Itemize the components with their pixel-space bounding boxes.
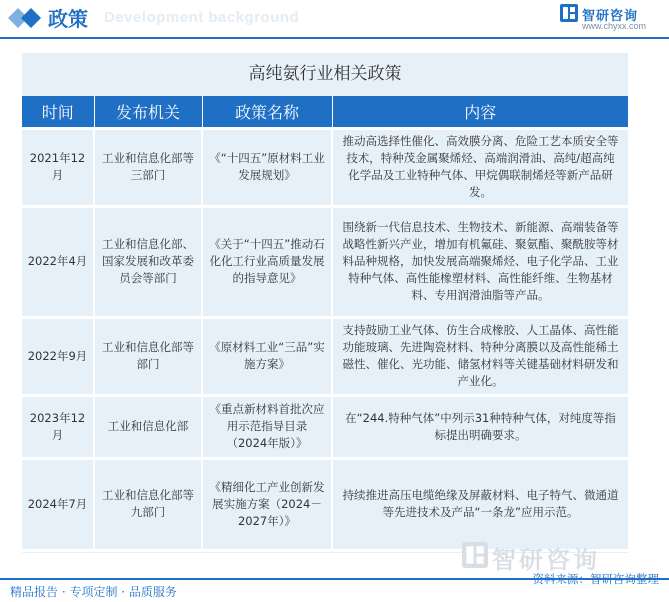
cell-content: 推动高选择性催化、高效膜分离、危险工艺本质安全等技术，特种茂金属聚烯烃、高端润滑油、高纯/超高纯化学品及工业特种气体、甲烷偶联制烯烃等新产品研发。 (332, 128, 628, 206)
cell-agency: 工业和信息化部等九部门 (94, 458, 202, 550)
footer-slogan: 精品报告 · 专项定制 · 品质服务 (10, 585, 177, 599)
policy-table-card (22, 53, 628, 553)
table-row (22, 206, 628, 317)
background-watermark-text: Development background (104, 9, 300, 26)
cell-time: 2022年9月 (22, 317, 94, 395)
brand-logo[interactable] (560, 4, 665, 34)
header-divider (0, 37, 669, 39)
table-row (22, 395, 628, 458)
cell-agency: 工业和信息化部 (94, 395, 202, 458)
brand-watermark (462, 538, 662, 574)
policy-table (22, 96, 628, 552)
column-header-time: 时间 (22, 96, 94, 128)
cell-agency: 工业和信息化部等部门 (94, 317, 202, 395)
table-row (22, 128, 628, 206)
cell-agency: 工业和信息化部等三部门 (94, 128, 202, 206)
watermark-text: 智研咨询 (492, 546, 600, 574)
top-bar (0, 0, 669, 36)
cell-time: 2023年12月 (22, 395, 94, 458)
cell-policy: 《“十四五”原材料工业发展规划》 (202, 128, 332, 206)
cell-policy: 《重点新材料首批次应用示范指导目录（2024年版）》 (202, 395, 332, 458)
section-title: 政策 (48, 7, 88, 31)
logo-mark-icon (560, 4, 578, 22)
cell-policy: 《原材料工业“三品”实施方案》 (202, 317, 332, 395)
footer-divider (0, 578, 669, 580)
table-title: 高纯氨行业相关政策 (248, 64, 402, 84)
logo-url: www.chyxx.com (582, 21, 647, 31)
cell-time: 2021年12月 (22, 128, 94, 206)
cell-content: 在“244.特种气体”中列示31种特种气体，对纯度等指标提出明确要求。 (332, 395, 628, 458)
cell-agency: 工业和信息化部、国家发展和改革委员会等部门 (94, 206, 202, 317)
table-row (22, 458, 628, 550)
watermark-logo-icon (462, 542, 488, 568)
table-header-row (22, 96, 628, 128)
cell-time: 2024年7月 (22, 458, 94, 550)
cell-content: 支持鼓励工业气体、仿生合成橡胶、人工晶体、高性能功能玻璃、先进陶瓷材料、特种分离膜以及高性能稀土磁性、催化、光功能、储氢材料等关键基础材料研发和产业化。 (332, 317, 628, 395)
table-row (22, 317, 628, 395)
cell-policy: 《关于“十四五”推动石化化工行业高质量发展的指导意见》 (202, 206, 332, 317)
logo-name: 智研咨询 (582, 9, 639, 24)
cell-time: 2022年4月 (22, 206, 94, 317)
column-header-content: 内容 (332, 96, 628, 128)
diamond-arrows-icon (8, 8, 42, 28)
column-header-policy: 政策名称 (202, 96, 332, 128)
cell-content: 持续推进高压电缆绝缘及屏蔽材料、电子特气、微通道等先进技术及产品“一条龙”应用示范。 (332, 458, 628, 550)
column-header-agency: 发布机关 (94, 96, 202, 128)
cell-policy: 《精细化工产业创新发展实施方案（2024－2027年）》 (202, 458, 332, 550)
cell-content: 围绕新一代信息技术、生物技术、新能源、高端装备等战略性新兴产业，增加有机氟硅、聚氨酯、聚酰胺等材料品种规格，加快发展高端聚烯烃、电子化学品、工业特种气体、高性能橡塑材料、高性能纤维、生物基材料、专用润滑油脂等产品。 (332, 206, 628, 317)
